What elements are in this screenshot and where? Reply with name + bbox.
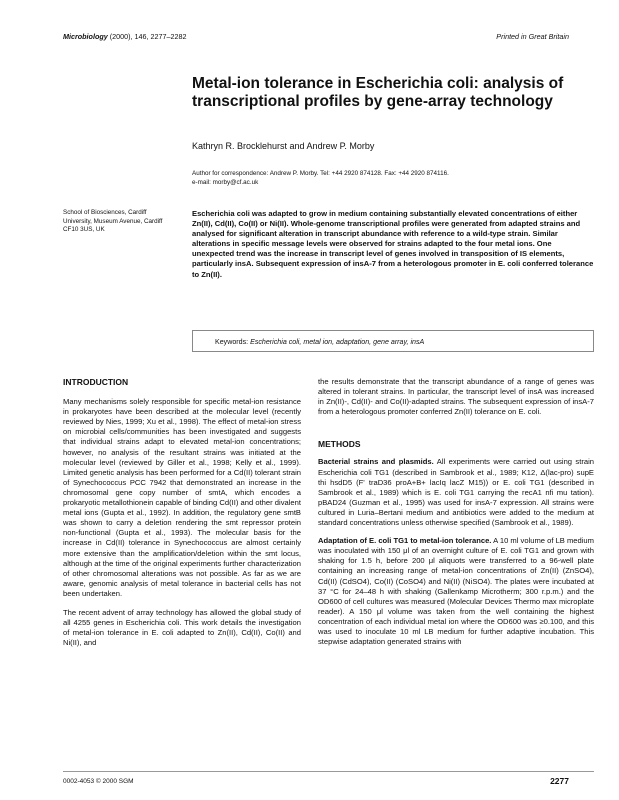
subsection-text: A 10 ml volume of LB medium was inoculated with 150 μl of an overnight culture of E. coli TG1 and grown with shaking for 1.5 h, before 200 μl aliquots were transferred to a 96-well plate containing an increasing range of metal-ion concentrations of Zn(II) (ZnSO4), Cd(II) (CdSO4), Co(II) (CoSO4) and Ni(II) (NiSO4). The plates were incubated at 37 °C for 24–48 h with shaking (Gallenkamp Microtherm; 300 r.p.m.) and the OD600 of cell cultures was measured (Molecular Devices Thermo max microplate reader). A 150 μl volume was taken from the well containing the highest concentration of each individual metal ion where the OD600 was ≥0.100, and this was used to inoculate 10 ml LB medium for further adaptive incubation. This stepwise adaptation generated strains with (318, 536, 594, 647)
subsection-title: Adaptation of E. coli TG1 to metal-ion tolerance. (318, 536, 492, 546)
keywords-values: Escherichia coli, metal ion, adaptation, gene array, insA (250, 338, 425, 346)
author-list: Kathryn R. Brocklehurst and Andrew P. Morby (192, 141, 375, 151)
introduction-heading: INTRODUCTION (63, 377, 129, 387)
keywords-box (192, 330, 594, 352)
methods-heading: METHODS (318, 439, 361, 450)
issn-copyright: 0002-4053 © 2000 SGM (63, 778, 134, 785)
subsection-text: All experiments were carried out using strain Escherichia coli TG1 (described in Sambrook et al., 1989; K12, Δ(lac-pro) supE thi hsdD5 (F' traD36 proA+B+ lacIq lacZ M15)) or E. coli TG1 (described in Sambrook et al., 1989) which is E. coli TG1 carrying the recA1 nfi mu tation). pBAD24 (Guzman et al., 1995) was used for insA-7 expression. All strains were cultured in Luria–Bertani medium and antibiotics were added to the medium at standard concentrations unless otherwise specified (Sambrook et al., 1989). (318, 457, 594, 528)
introduction-section (63, 377, 301, 648)
abstract: Escherichia coli was adapted to grow in medium containing substantially elevated concentrations of either Zn(II), Cd(II), Co(II) or Ni(II). Whole-genome transcriptional profiles were generated from adapted strains and analysed for significant alteration in transcript abundance with reference to a wild-type strain. Similar alterations in specific message levels were observed for strains adapted to the four metal ions. One unexpected trend was the increase in transcript level of genes involved in transposition of IS elements, particularly insA. Subsequent expression of insA-7 from a heterologous promoter in E. coli conferred tolerance to Zn(II). (192, 209, 594, 279)
correspondence-email: e-mail: morby@cf.ac.uk (192, 178, 259, 186)
printed-note: Printed in Great Britain (496, 32, 569, 41)
keywords-label: Keywords: (215, 338, 251, 346)
footer-rule (63, 771, 594, 772)
correspondence-line: Author for correspondence: Andrew P. Morby. Tel: +44 2920 874128. Fax: +44 2920 874116. (192, 170, 449, 177)
paper-title: Metal-ion tolerance in Escherichia coli: analysis of transcriptional profiles by gene-array technology (192, 75, 564, 110)
page-number: 2277 (550, 776, 569, 786)
journal-name: Microbiology (63, 32, 108, 41)
methods-strains-paragraph (318, 457, 594, 528)
subsection-title: Bacterial strains and plasmids. (318, 457, 434, 467)
journal-citation (63, 32, 186, 41)
introduction-paragraph: The recent advent of array technology has allowed the global study of all 4255 genes in Escherichia coli. This work details the investigation of metal-ion tolerance in E. coli adapted to Zn(II), Cd(II), Co(II) and Ni(II), and (63, 607, 301, 648)
introduction-paragraph: Many mechanisms solely responsible for specific metal-ion resistance in prokaryotes have been described at the molecular level (recently reviewed by Nies, 1999; Xu et al., 1998). The effect of metal-ion stress on microbial cells/communities has been investigated and suggests that individual strains adapt to elevated metal-ion concentrations; however, no analysis of the resultant strains was initiated at the molecular level (reviewed by Giller et al., 1998; Kelly et al., 1999). Limited genetic analysis has been performed for a Cd(II) tolerant strain of Synechococcus PCC 7942 that demonstrated an increase in the chromosomal gene copy number of smtA, which encodes a prokaryotic metallothionein capable of binding Cd(II) and other divalent metal ions (Gupta et al., 1992). In addition, the regulatory gene smtB was shown to carry a deletion rendering the smt repressor protein non-functional (Gupta et al., 1993). The molecular basis for the increase in Cd(II) tolerance in Synechococcus are almost certainly more extensive than the amplification/deletion within the smt locus, although at the time of the original experiments further characterization of other chromosomal alterations was not possible. As far as we are aware, genomic analysis of metal tolerance in bacterial cells has not been undertaken. (63, 397, 301, 598)
intro-continuation: the results demonstrate that the transcript abundance of a range of genes was altered in tolerant strains. In particular, the transcript level of insA was increased in Zn(II)-, Cd(II)- and Co(II)-adapted strains. The subsequent expression of insA-7 from a heterologous promoter conferred Zn(II) tolerance on E. coli. (318, 377, 594, 417)
right-column (318, 377, 594, 647)
citation-details: (2000), 146, 2277–2282 (107, 32, 187, 41)
correspondence (192, 170, 592, 187)
methods-adaptation-paragraph (318, 536, 594, 647)
affiliation: School of Biosciences, Cardiff University, Museum Avenue, Cardiff CF10 3US, UK (63, 209, 163, 233)
